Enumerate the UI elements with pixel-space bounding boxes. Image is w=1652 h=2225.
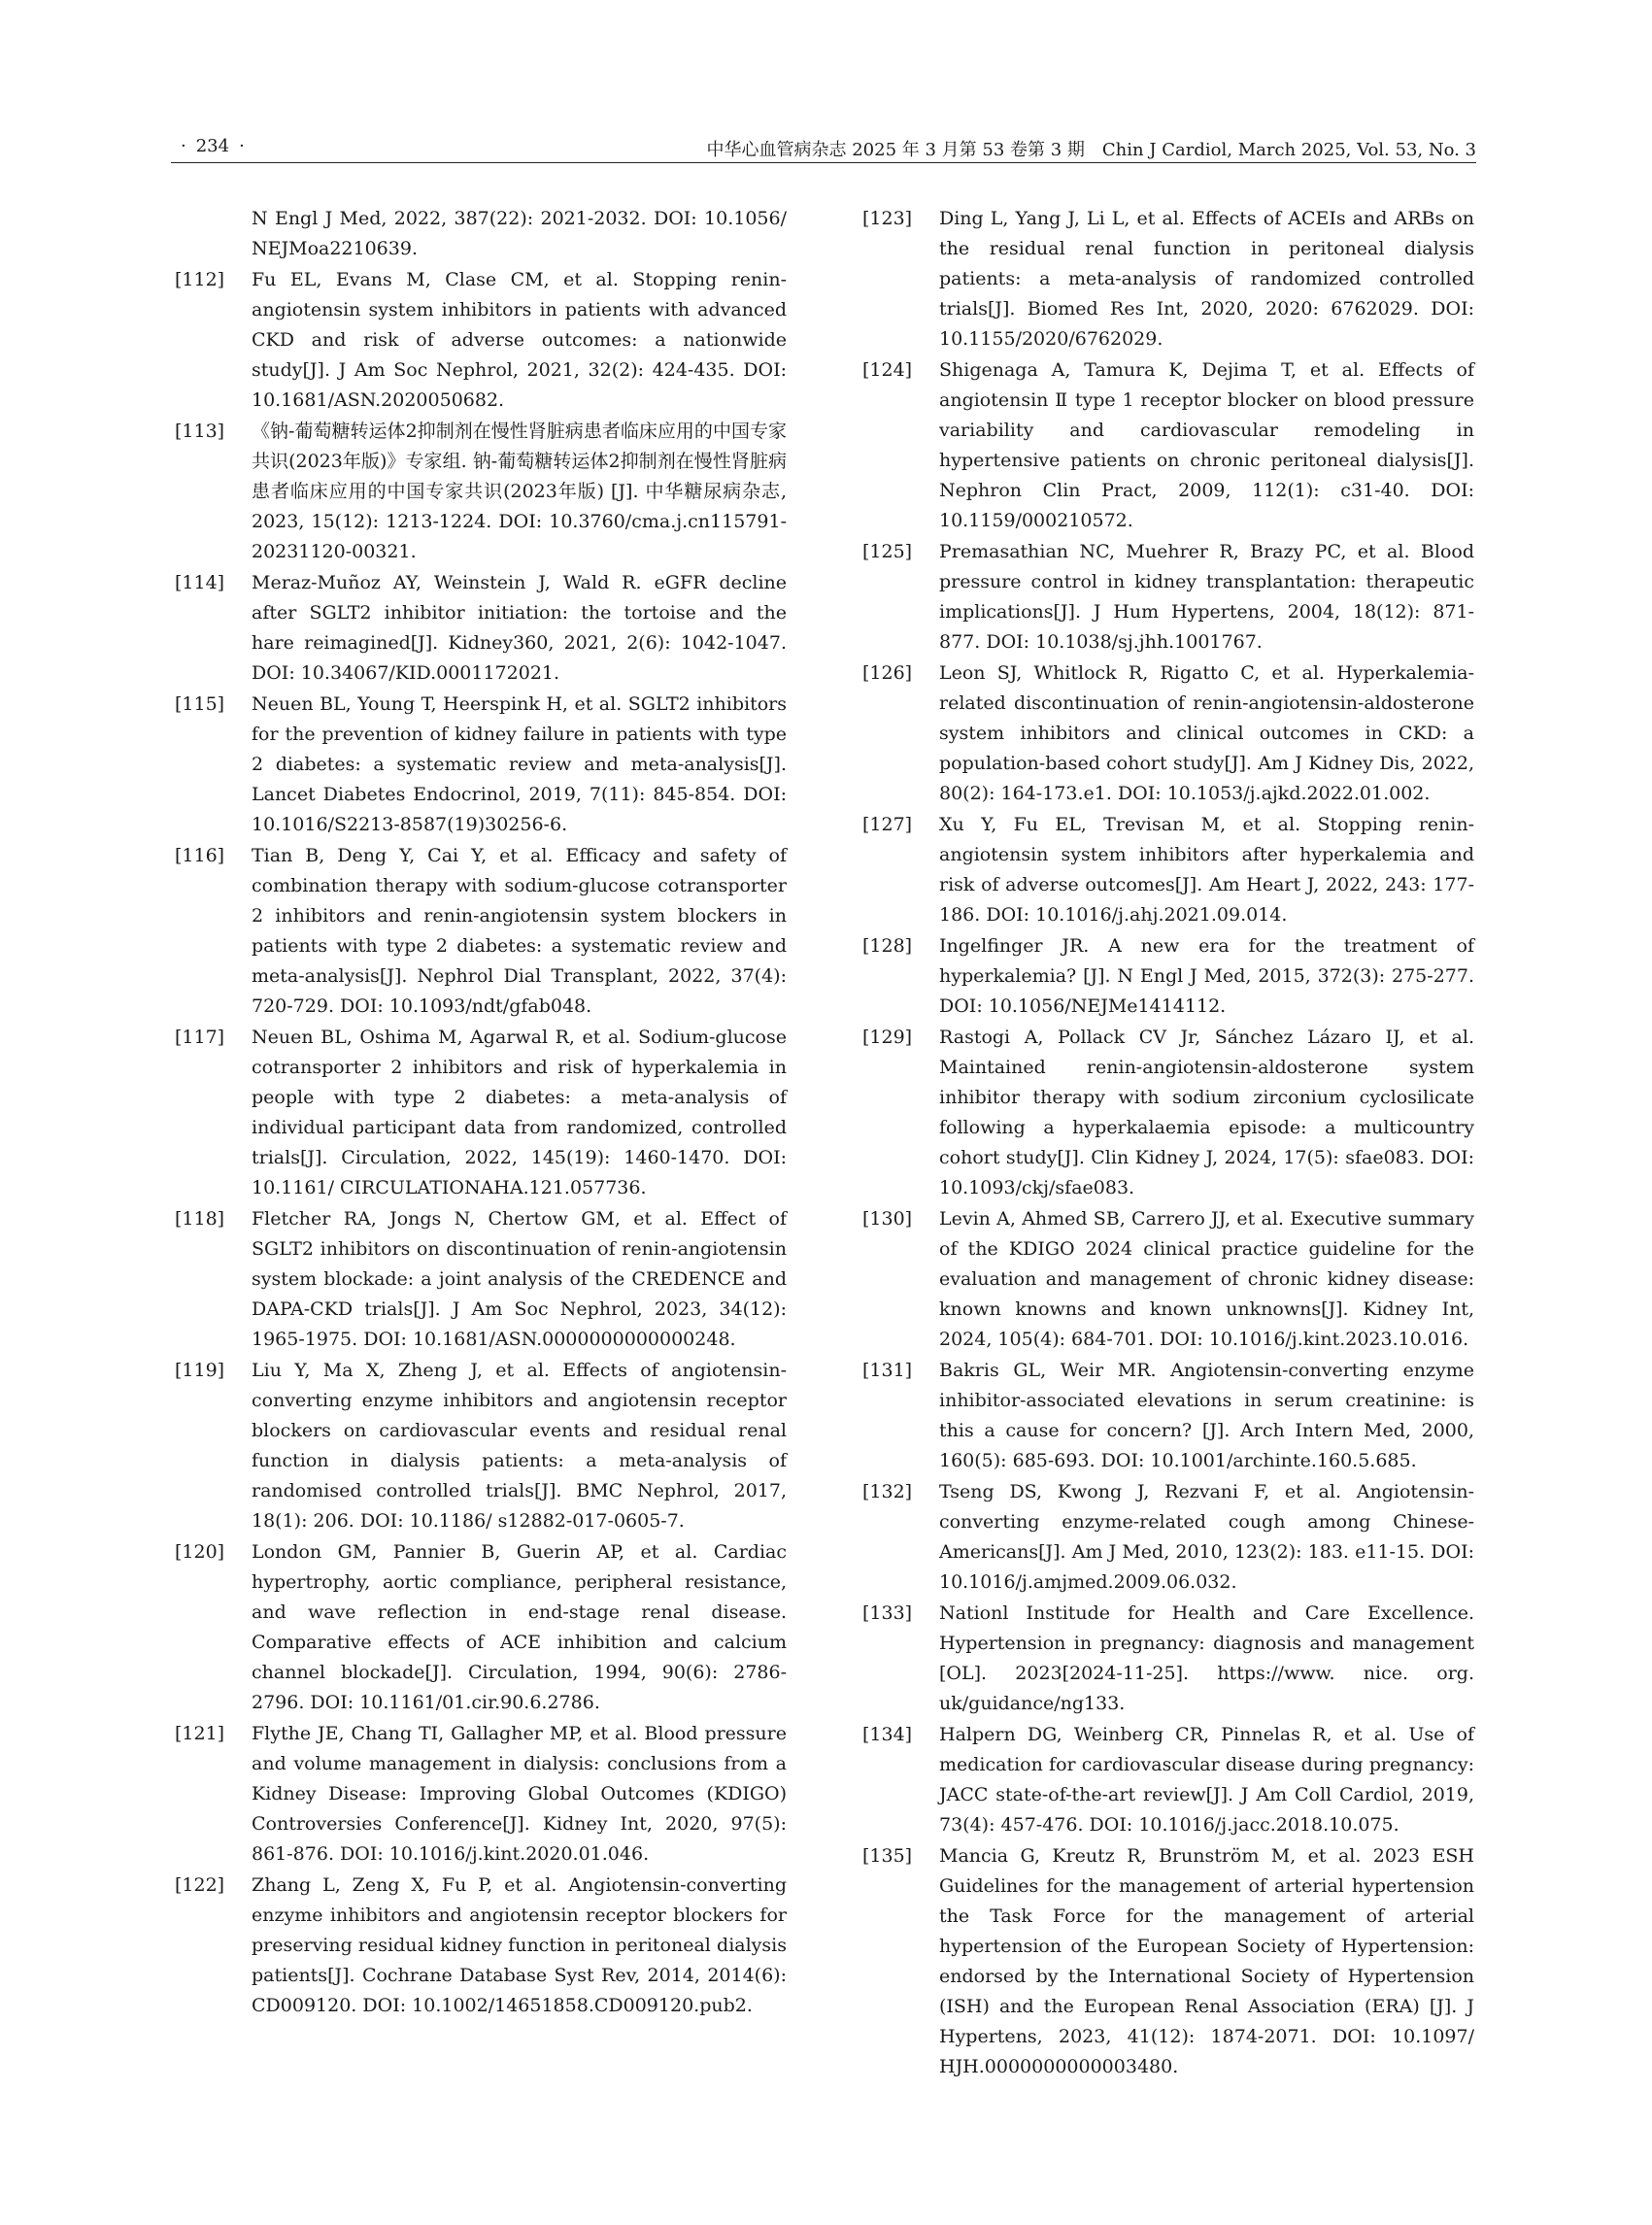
- reference-number: [127]: [862, 814, 913, 835]
- reference-entry: [862, 658, 1474, 809]
- reference-text: Tseng DS, Kwong J, Rezvani F, et al. Angiotensin-converting enzyme-related cough among Chinese-Americans[J]. Am J Med, 2010, 123(2): 183. e11-15. DOI: 10.1016/j.amjmed.2009.06.032.: [939, 1481, 1474, 1593]
- reference-number: [131]: [862, 1360, 913, 1381]
- reference-text: Shigenaga A, Tamura K, Dejima T, et al. Effects of angiotensin Ⅱ type 1 receptor blocker on blood pressure variability and cardiovascular remodeling in hypertensive patients on chronic peritoneal dialysis[J]. Nephron Clin Pract, 2009, 112(1): c31-40. DOI: 10.1159/000210572.: [939, 359, 1474, 531]
- reference-entry: [862, 1023, 1474, 1203]
- page-header: [171, 132, 1476, 165]
- reference-entry: [862, 931, 1474, 1022]
- reference-entry: [862, 1477, 1474, 1598]
- reference-entry: [175, 265, 787, 416]
- reference-number: [116]: [175, 845, 225, 866]
- reference-entry: [175, 1537, 787, 1718]
- reference-text: Xu Y, Fu EL, Trevisan M, et al. Stopping renin-angiotensin system inhibitors after hyperkalemia and risk of adverse outcomes[J]. Am Heart J, 2022, 243: 177-186. DOI: 10.1016/j.ahj.2021.09.014.: [939, 814, 1474, 926]
- reference-column-right: [862, 204, 1474, 2083]
- reference-text: Premasathian NC, Muehrer R, Brazy PC, et al. Blood pressure control in kidney transplantation: therapeutic implications[J]. J Hum Hypertens, 2004, 18(12): 871-877. DOI: 10.1038/sj.jhh.1001767.: [939, 541, 1474, 653]
- reference-entry: [175, 1719, 787, 1870]
- reference-entry: [862, 1356, 1474, 1476]
- reference-entry: [862, 1720, 1474, 1840]
- reference-text: Ingelfinger JR. A new era for the treatment of hyperkalemia? [J]. N Engl J Med, 2015, 372(3): 275-277. DOI: 10.1056/NEJMe1414112.: [939, 935, 1474, 1017]
- reference-number: [124]: [862, 359, 913, 381]
- reference-text: Nationl Institude for Health and Care Excellence. Hypertension in pregnancy: diagnosis and management [OL]. 2023[2024-11-25]. https://www. nice. org. uk/guidance/ng133.: [939, 1602, 1474, 1714]
- reference-text: Tian B, Deng Y, Cai Y, et al. Efficacy and safety of combination therapy with sodium-glucose cotransporter 2 inhibitors and renin-angiotensin system blockers in patients with type 2 diabetes: a systematic review and meta-analysis[J]. Nephrol Dial Transplant, 2022, 37(4): 720-729. DOI: 10.1093/ndt/gfab048.: [252, 845, 787, 1017]
- reference-number: [134]: [862, 1724, 913, 1745]
- reference-text: Fletcher RA, Jongs N, Chertow GM, et al. Effect of SGLT2 inhibitors on discontinuation of renin-angiotensin system blockade: a joint analysis of the CREDENCE and DAPA-CKD trials[J]. J Am Soc Nephrol, 2023, 34(12): 1965-1975. DOI: 10.1681/ASN.0000000000000248.: [252, 1208, 787, 1350]
- reference-entry: [175, 1356, 787, 1536]
- reference-entry: [175, 204, 787, 264]
- reference-text: Flythe JE, Chang TI, Gallagher MP, et al. Blood pressure and volume management in dialysis: conclusions from a Kidney Disease: Improving Global Outcomes (KDIGO) Controversies Conference[J]. Kidney Int, 2020, 97(5): 861-876. DOI: 10.1016/j.kint.2020.01.046.: [252, 1723, 787, 1865]
- reference-number: [128]: [862, 935, 913, 957]
- reference-number: [122]: [175, 1874, 225, 1896]
- reference-entry: [175, 690, 787, 840]
- reference-entry: [862, 1841, 1474, 2082]
- reference-text: Neuen BL, Young T, Heerspink H, et al. SGLT2 inhibitors for the prevention of kidney failure in patients with type 2 diabetes: a systematic review and meta-analysis[J]. Lancet Diabetes Endocrinol, 2019, 7(11): 845-854. DOI: 10.1016/S2213-8587(19)30256-6.: [252, 693, 787, 835]
- running-head: 中华心血管病杂志 2025 年 3 月第 53 卷第 3 期 Chin J Cardiol, March 2025, Vol. 53, No. 3: [706, 140, 1476, 160]
- reference-number: [120]: [175, 1541, 225, 1563]
- reference-number: [135]: [862, 1845, 913, 1867]
- reference-entry: [175, 841, 787, 1022]
- reference-entry: [175, 1023, 787, 1203]
- reference-number: [112]: [175, 269, 225, 290]
- reference-entry: [175, 568, 787, 689]
- reference-text: Fu EL, Evans M, Clase CM, et al. Stopping renin-angiotensin system inhibitors in patients with advanced CKD and risk of adverse outcomes: a nationwide study[J]. J Am Soc Nephrol, 2021, 32(2): 424-435. DOI: 10.1681/ASN.2020050682.: [252, 269, 787, 411]
- reference-text: Levin A, Ahmed SB, Carrero JJ, et al. Executive summary of the KDIGO 2024 clinical practice guideline for the evaluation and management of chronic kidney disease: known knowns and known unknowns[J]. Kidney Int, 2024, 105(4): 684-701. DOI: 10.1016/j.kint.2023.10.016.: [939, 1208, 1474, 1350]
- reference-entry: [175, 417, 787, 567]
- reference-number: [126]: [862, 662, 913, 684]
- reference-entry: [175, 1871, 787, 2021]
- reference-column-left: [175, 204, 787, 2022]
- reference-text: Rastogi A, Pollack CV Jr, Sánchez Lázaro IJ, et al. Maintained renin-angiotensin-aldosterone system inhibitor therapy with sodium zirconium cyclosilicate following a hyperkalaemia episode: a multicountry cohort study[J]. Clin Kidney J, 2024, 17(5): sfae083. DOI: 10.1093/ckj/sfae083.: [939, 1027, 1474, 1198]
- reference-text: Leon SJ, Whitlock R, Rigatto C, et al. Hyperkalemia-related discontinuation of renin-angiotensin-aldosterone system inhibitors and clinical outcomes in CKD: a population-based cohort study[J]. Am J Kidney Dis, 2022, 80(2): 164-173.e1. DOI: 10.1053/j.ajkd.2022.01.002.: [939, 662, 1474, 804]
- header-rule: [171, 162, 1476, 163]
- reference-text: Zhang L, Zeng X, Fu P, et al. Angiotensin-converting enzyme inhibitors and angiotensin receptor blockers for preserving residual kidney function in peritoneal dialysis patients[J]. Cochrane Database Syst Rev, 2014, 2014(6): CD009120. DOI: 10.1002/14651858.CD009120.pub2.: [252, 1874, 787, 2016]
- reference-text: Mancia G, Kreutz R, Brunström M, et al. 2023 ESH Guidelines for the management of arterial hypertension the Task Force for the management of arterial hypertension of the European Society of Hypertension: endorsed by the International Society of Hypertension (ISH) and the European Renal Association (ERA) [J]. J Hypertens, 2023, 41(12): 1874-2071. DOI: 10.1097/ HJH.0000000000003480.: [939, 1845, 1474, 2077]
- page-number-text: 234: [195, 136, 230, 156]
- reference-entry: [862, 810, 1474, 930]
- reference-text: N Engl J Med, 2022, 387(22): 2021-2032. DOI: 10.1056/ NEJMoa2210639.: [252, 208, 787, 259]
- reference-text: London GM, Pannier B, Guerin AP, et al. Cardiac hypertrophy, aortic compliance, peripheral resistance, and wave reflection in end-stage renal disease. Comparative effects of ACE inhibition and calcium channel blockade[J]. Circulation, 1994, 90(6): 2786-2796. DOI: 10.1161/01.cir.90.6.2786.: [252, 1541, 787, 1713]
- reference-entry: [862, 204, 1474, 354]
- reference-number: [115]: [175, 693, 225, 715]
- reference-number: [121]: [175, 1723, 225, 1744]
- reference-number: [113]: [175, 421, 225, 442]
- reference-number: [132]: [862, 1481, 913, 1502]
- reference-text: 《钠-葡萄糖转运体2抑制剂在慢性肾脏病患者临床应用的中国专家共识(2023年版)》专家组. 钠-葡萄糖转运体2抑制剂在慢性肾脏病患者临床应用的中国专家共识(2023年版) [J]. 中华糖尿病杂志, 2023, 15(12): 1213-1224. DOI: 10.3760/cma.j.cn115791-20231120-00321.: [252, 421, 787, 562]
- reference-text: Halpern DG, Weinberg CR, Pinnelas R, et al. Use of medication for cardiovascular disease during pregnancy: JACC state-of-the-art review[J]. J Am Coll Cardiol, 2019, 73(4): 457-476. DOI: 10.1016/j.jacc.2018.10.075.: [939, 1724, 1474, 1836]
- page-number: · 234 ·: [181, 136, 245, 156]
- reference-number: [123]: [862, 208, 913, 229]
- reference-entry: [175, 1204, 787, 1355]
- reference-number: [130]: [862, 1208, 913, 1230]
- reference-number: [129]: [862, 1027, 913, 1048]
- reference-number: [118]: [175, 1208, 225, 1230]
- reference-text: Bakris GL, Weir MR. Angiotensin-converting enzyme inhibitor-associated elevations in serum creatinine: is this a cause for concern? [J]. Arch Intern Med, 2000, 160(5): 685-693. DOI: 10.1001/archinte.160.5.685.: [939, 1360, 1474, 1471]
- reference-text: Neuen BL, Oshima M, Agarwal R, et al. Sodium-glucose cotransporter 2 inhibitors and risk of hyperkalemia in people with type 2 diabetes: a meta-analysis of individual participant data from randomized, controlled trials[J]. Circulation, 2022, 145(19): 1460-1470. DOI: 10.1161/ CIRCULATIONAHA.121.057736.: [252, 1027, 787, 1198]
- reference-entry: [862, 1599, 1474, 1719]
- reference-entry: [862, 537, 1474, 657]
- reference-text: Ding L, Yang J, Li L, et al. Effects of ACEIs and ARBs on the residual renal function in peritoneal dialysis patients: a meta-analysis of randomized controlled trials[J]. Biomed Res Int, 2020, 2020: 6762029. DOI: 10.1155/2020/6762029.: [939, 208, 1474, 350]
- reference-number: [119]: [175, 1360, 225, 1381]
- reference-text: Meraz-Muñoz AY, Weinstein J, Wald R. eGFR decline after SGLT2 inhibitor initiation: the tortoise and the hare reimagined[J]. Kidney360, 2021, 2(6): 1042-1047. DOI: 10.34067/KID.0001172021.: [252, 572, 787, 684]
- reference-number: [125]: [862, 541, 913, 562]
- reference-entry: [862, 1204, 1474, 1355]
- reference-number: [114]: [175, 572, 225, 593]
- reference-text: Liu Y, Ma X, Zheng J, et al. Effects of angiotensin-converting enzyme inhibitors and angiotensin receptor blockers on cardiovascular events and residual renal function in dialysis patients: a meta-analysis of randomised controlled trials[J]. BMC Nephrol, 2017, 18(1): 206. DOI: 10.1186/ s12882-017-0605-7.: [252, 1360, 787, 1532]
- reference-number: [133]: [862, 1602, 913, 1624]
- reference-number: [117]: [175, 1027, 225, 1048]
- reference-entry: [862, 355, 1474, 536]
